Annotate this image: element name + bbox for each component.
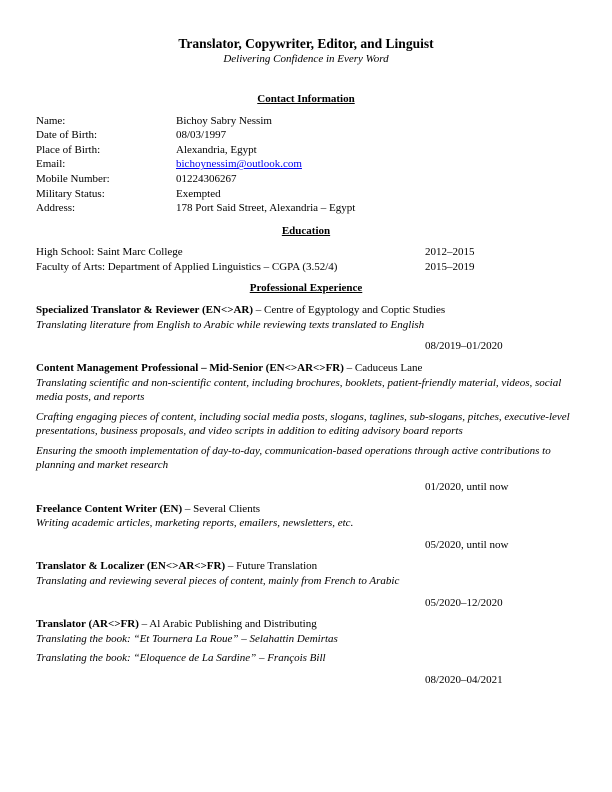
field-label: Email:	[36, 158, 66, 171]
job-role: Translator & Localizer (EN<>AR<>FR)	[36, 560, 226, 573]
field-label: Place of Birth:	[36, 143, 101, 156]
contact-row-email	[36, 157, 576, 172]
field-label: Address:	[36, 202, 76, 215]
education-heading: Education	[281, 224, 331, 237]
field-value: Alexandria, Egypt	[176, 143, 257, 156]
job-entry	[36, 502, 576, 553]
field-label: Military Status:	[36, 187, 105, 200]
job-date: 05/2020, until now	[425, 538, 509, 551]
job-employer: – Caduceus Lane	[343, 361, 423, 374]
job-date: 08/2020–04/2021	[425, 674, 503, 686]
job-entry	[36, 559, 576, 610]
email-link[interactable]: bichoynessim@outlook.com	[176, 158, 302, 171]
job-title-line	[36, 559, 576, 574]
job-title-line	[36, 303, 576, 318]
contact-fields	[36, 114, 576, 216]
job-title-line	[36, 361, 576, 376]
education-years: 2015–2019	[425, 260, 475, 273]
contact-section	[36, 92, 576, 216]
field-value: 178 Port Said Street, Alexandria – Egypt	[176, 202, 356, 215]
experience-section	[36, 281, 576, 688]
job-date: 08/2019–01/2020	[425, 340, 503, 353]
job-date: 01/2020, until now	[425, 481, 509, 494]
education-list	[36, 245, 576, 274]
job-entry	[36, 303, 576, 354]
job-title-line	[36, 502, 576, 517]
education-name: Faculty of Arts: Department of Applied Linguistics – CGPA (3.52/4)	[36, 260, 338, 273]
contact-row-name	[36, 114, 576, 129]
job-date: 05/2020–12/2020	[425, 596, 503, 609]
contact-row-address	[36, 201, 576, 216]
contact-row-dob	[36, 128, 576, 143]
contact-row-pob	[36, 143, 576, 158]
field-value: Exempted	[176, 187, 221, 200]
job-description: Translating and reviewing several pieces of content, mainly from French to Arabic	[36, 575, 400, 588]
job-title-line	[36, 617, 576, 632]
job-role: Translator (AR<>FR)	[36, 618, 139, 631]
job-description: Translating the book: “Eloquence de La Sardine” – François Bill	[36, 652, 326, 665]
education-item	[36, 245, 576, 260]
job-employer: – Future Translation	[225, 560, 318, 573]
job-role: Freelance Content Writer (EN)	[36, 502, 183, 515]
job-entry	[36, 617, 576, 687]
field-value	[176, 157, 302, 172]
job-description: Crafting engaging pieces of content, including social media posts, slogans, taglines, sub-slogans, pitches, executive-level presentations, business proposals, and video scripts in addition to editing advisory board reports	[36, 410, 570, 438]
job-employer: – Centre of Egyptology and Coptic Studies	[253, 304, 446, 317]
job-description: Translating literature from English to Arabic while reviewing texts translated to English	[36, 318, 425, 331]
education-item	[36, 260, 576, 275]
job-description: Translating the book: “Et Tournera La Roue” – Selahattin Demirtas	[36, 632, 338, 645]
field-label: Name:	[36, 114, 66, 127]
job-role: Specialized Translator & Reviewer (EN<>AR)	[36, 304, 254, 317]
field-value: 08/03/1997	[176, 129, 227, 142]
experience-heading: Professional Experience	[249, 281, 363, 294]
job-description: Ensuring the smooth implementation of day-to-day, communication-based operations through active contributions to planning and market research	[36, 444, 551, 472]
job-entry	[36, 361, 576, 495]
contact-row-mobile	[36, 172, 576, 187]
contact-row-military	[36, 187, 576, 202]
resume-page	[36, 36, 576, 688]
education-section	[36, 224, 576, 275]
field-value: Bichoy Sabry Nessim	[176, 114, 272, 127]
field-label: Date of Birth:	[36, 129, 98, 142]
resume-tagline: Delivering Confidence in Every Word	[223, 53, 389, 65]
job-employer: – Several Clients	[182, 502, 261, 515]
job-role: Content Management Professional – Mid-Senior (EN<>AR<>FR)	[36, 361, 344, 374]
field-value: 01224306267	[176, 172, 237, 185]
education-years: 2012–2015	[425, 246, 475, 259]
contact-heading: Contact Information	[257, 93, 355, 105]
job-description: Writing academic articles, marketing reports, emailers, newsletters, etc.	[36, 517, 354, 530]
education-name: High School: Saint Marc College	[36, 246, 183, 259]
job-description: Translating scientific and non-scientific content, including brochures, booklets, patient-friendly material, videos, social media posts, and reports	[36, 376, 562, 404]
resume-title: Translator, Copywriter, Editor, and Linguist	[178, 36, 434, 51]
field-label: Mobile Number:	[36, 172, 110, 185]
job-employer: – Al Arabic Publishing and Distributing	[138, 618, 317, 631]
